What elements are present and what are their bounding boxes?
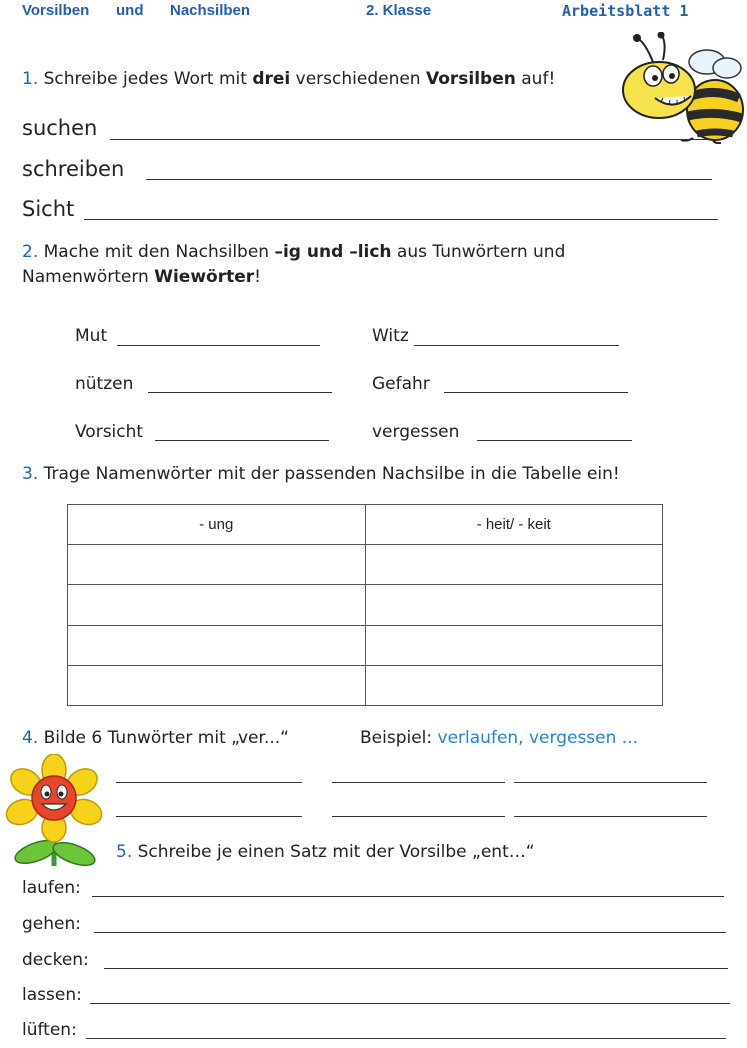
example-value: verlaufen, vergessen ... [437, 728, 639, 748]
answer-line[interactable] [92, 896, 724, 897]
task4-number: 4. [22, 728, 39, 748]
task5-word-laufen: laufen: [22, 878, 81, 898]
task5-word-lueften: lüften: [22, 1020, 77, 1040]
task1-instruction [22, 67, 555, 92]
task2-word-vergessen: vergessen [372, 422, 460, 442]
header-vorsilben: Vorsilben [22, 2, 90, 19]
table-row [68, 585, 663, 625]
table-cell[interactable] [68, 665, 366, 705]
header-class: 2. Klasse [366, 2, 432, 19]
answer-line[interactable] [84, 219, 718, 220]
task1-bold-vorsilben: Vorsilben [425, 69, 516, 89]
example-label: Beispiel: [360, 728, 438, 748]
answer-line[interactable] [477, 440, 632, 441]
task1-bold-drei: drei [252, 69, 291, 89]
answer-line[interactable] [116, 782, 302, 783]
answer-line[interactable] [444, 392, 628, 393]
answer-line[interactable] [90, 1003, 730, 1004]
table-cell[interactable] [365, 545, 663, 585]
answer-line[interactable] [414, 345, 619, 346]
table-header-ung: - ung [68, 505, 366, 545]
table-cell[interactable] [68, 585, 366, 625]
task4-instruction [22, 726, 289, 751]
answer-line[interactable] [148, 392, 332, 393]
task3-instruction [22, 462, 620, 487]
answer-line[interactable] [514, 782, 707, 783]
table-row [68, 545, 663, 585]
answer-line[interactable] [146, 179, 712, 180]
task2-word-witz: Witz [372, 326, 409, 346]
task5-number: 5. [116, 842, 133, 862]
table-row [68, 665, 663, 705]
task2-word-gefahr: Gefahr [372, 374, 430, 394]
answer-line[interactable] [155, 440, 329, 441]
table-cell[interactable] [365, 625, 663, 665]
task1-word-schreiben: schreiben [22, 157, 125, 181]
task2-word-nuetzen: nützen [75, 374, 134, 394]
task5-word-lassen: lassen: [22, 985, 82, 1005]
task3-text: Trage Namenwörter mit der passenden Nachsilbe in die Tabelle ein! [38, 464, 620, 484]
answer-line[interactable] [94, 932, 726, 933]
answer-line[interactable] [116, 816, 302, 817]
task4-example [360, 726, 638, 751]
task2-text: aus Tunwörtern und [391, 242, 566, 262]
task2-bold-suffixes: –ig und –lich [274, 242, 392, 262]
task2-instruction [22, 240, 722, 290]
bee-cartoon-icon [615, 32, 745, 144]
task2-word-mut: Mut [75, 326, 108, 346]
answer-line[interactable] [110, 139, 708, 140]
task2-text: Namenwörtern [22, 267, 155, 287]
task1-number: 1. [22, 69, 39, 89]
answer-line[interactable] [332, 816, 505, 817]
task1-text: Schreibe jedes Wort mit [38, 69, 253, 89]
table-header-heit-keit: - heit/ - keit [365, 505, 663, 545]
task2-number: 2. [22, 242, 39, 262]
answer-line[interactable] [104, 968, 728, 969]
flower-cartoon-icon [2, 754, 106, 870]
table-cell[interactable] [365, 585, 663, 625]
answer-line[interactable] [117, 345, 320, 346]
answer-line[interactable] [86, 1038, 726, 1039]
task2-text: Mache mit den Nachsilben [38, 242, 275, 262]
task2-word-vorsicht: Vorsicht [75, 422, 144, 442]
task1-text: auf! [515, 69, 556, 89]
task1-word-sicht: Sicht [22, 197, 75, 221]
task5-instruction [116, 840, 535, 865]
table-cell[interactable] [68, 545, 366, 585]
task4-text: Bilde 6 Tunwörter mit „ver...“ [38, 728, 289, 748]
task3-number: 3. [22, 464, 39, 484]
task5-word-gehen: gehen: [22, 914, 81, 934]
header-worksheet: Arbeitsblatt 1 [562, 2, 689, 20]
table-cell[interactable] [68, 625, 366, 665]
table-row [68, 625, 663, 665]
task2-bold-wiewoerter: Wiewörter [154, 267, 255, 287]
table-cell[interactable] [365, 665, 663, 705]
header-und: und [116, 2, 144, 19]
task1-text: verschiedenen [290, 69, 426, 89]
suffix-table [67, 504, 663, 706]
answer-line[interactable] [332, 782, 505, 783]
task5-word-decken: decken: [22, 950, 89, 970]
task2-text: ! [254, 267, 261, 287]
task1-word-suchen: suchen [22, 116, 98, 140]
answer-line[interactable] [514, 816, 707, 817]
task5-text: Schreibe je einen Satz mit der Vorsilbe „ent…“ [132, 842, 535, 862]
header-nachsilben: Nachsilben [170, 2, 251, 19]
